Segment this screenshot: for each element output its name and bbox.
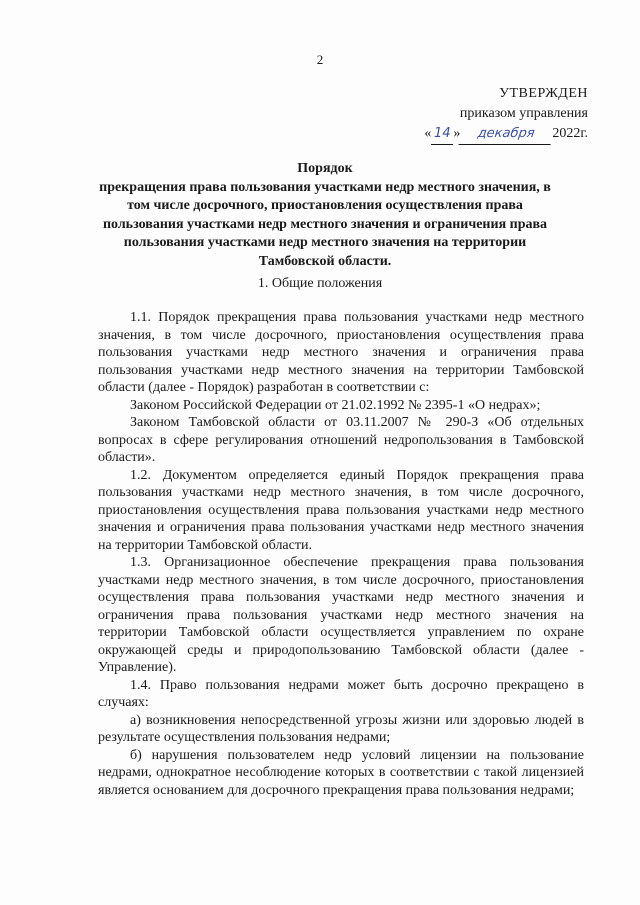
approval-date [424,124,588,145]
date-quote-close: » [453,126,461,141]
title-line-5: пользования участками недр местного значения на территории [123,235,527,251]
approved-by-order: приказом управления [459,106,588,121]
paragraph-1-2: 1.2. Документом определяется единый Порядок прекращения права пользования участками недр местного значения, в том числе досрочного, приостановления осуществления права пользования участками недр местного значения и ограничения права пользования участками недр местного значения на территории Тамбовской области. [98,467,584,553]
paragraph-1-4: 1.4. Право пользования недрами может быть досрочно прекращено в случаях: [98,677,584,710]
paragraph-law-federal: Законом Российской Федерации от 21.02.1992 № 2395-1 «О недрах»; [130,397,541,413]
date-year: 2022г. [552,126,588,141]
paragraph-law-regional: Законом Тамбовской области от 03.11.2007 № 290-З «Об отдельных вопросах в сфере регулирования отношений недропользования в Тамбовской области». [98,415,584,465]
date-day-handwritten: 14 [431,124,453,145]
paragraph-1-1: 1.1. Порядок прекращения права пользования участками недр местного значения, в том числе досрочного, приостановления осуществления права пользования участками недр местного значения и ограничения права пользования участками недр местного значения на территории Тамбовской области (далее - Порядок) разработан в соответствии с: [98,310,584,395]
section-heading: 1. Общие положения [257,276,383,291]
title-line-4: пользования участками недр местного значения и ограничения права [102,216,548,232]
title-line-2: прекращения права пользования участками недр местного значения, в [99,179,551,195]
body-text [98,309,584,799]
paragraph-1-4-a: а) возникновения непосредственной угрозы жизни или здоровью людей в результате осуществления пользования недрами; [98,712,584,745]
paragraph-1-3: 1.3. Организационное обеспечение прекращения права пользования участками недр местного значения, в том числе досрочного, приостановления осуществления права пользования участками недр местного значения и ограничения права пользования участками недр местного значения на территории Тамбовской области осуществляется управлением по охране окружающей среды и природопользованию Тамбовской области (далее - Управление). [98,555,584,675]
paragraph-1-4-b: б) нарушения пользователем недр условий лицензии на пользование недрами, однократное несоблюдение которых в соответствии с такой лицензией является основанием для досрочного прекращения права пользования недрами; [98,747,584,798]
date-quote-open: « [424,126,432,141]
page-number: 2 [316,52,324,67]
document-title [90,160,560,272]
approval-stamp [424,84,588,145]
title-line-6: Тамбовской области. [258,253,392,269]
approved-label: УТВЕРЖДЕН [499,86,588,101]
title-line-1: Порядок [297,161,353,176]
date-month-handwritten: декабря [459,124,554,145]
title-line-3: том числе досрочного, приостановления осуществления права [127,198,523,214]
